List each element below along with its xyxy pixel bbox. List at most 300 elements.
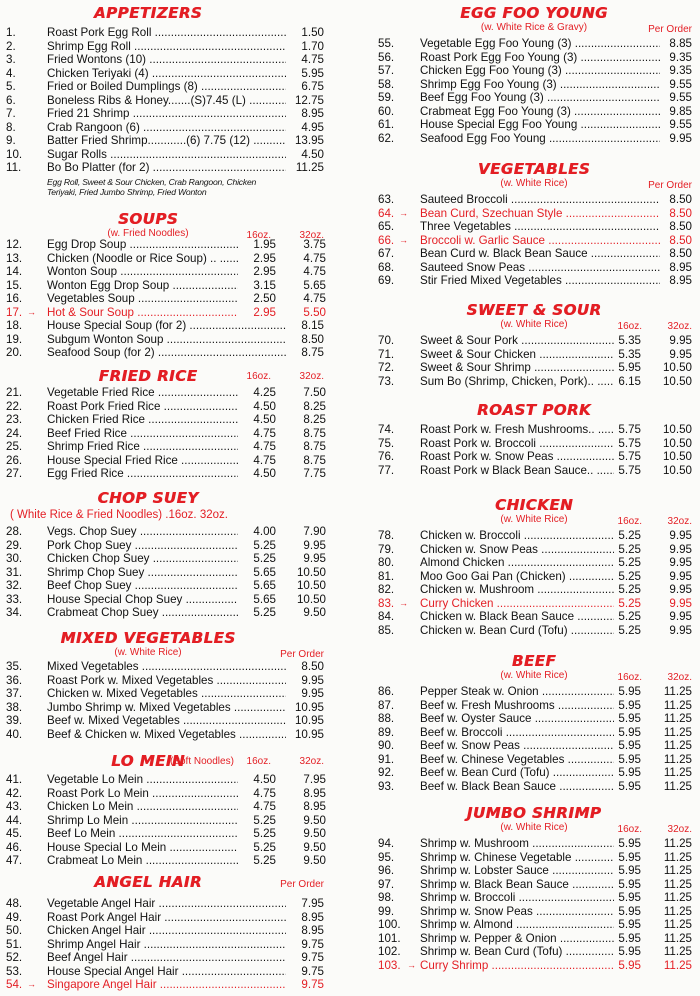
menu-item [0, 67, 332, 81]
menu-item [374, 247, 700, 261]
price-16oz: 5.95 [618, 725, 641, 739]
item-name: Roast Pork w. Fresh Mushrooms.. ..... [420, 423, 614, 437]
price-16oz: 5.25 [618, 529, 641, 542]
price-32oz: 11.25 [663, 891, 692, 904]
item-name: Shrimp Angel Hair ..... [47, 938, 286, 952]
appetizer-platter-note: Egg Roll, Sweet & Sour Chicken, Crab Rangoon, Chicken Teriyaki, Fried Jumbo Shrimp, Fried Wonton [47, 176, 257, 197]
price-16oz: 5.75 [618, 436, 641, 450]
section-subtitle: (w. White Rice) [500, 670, 568, 681]
item-name: Beef Fried Rice ..... [47, 427, 238, 441]
item-price: 12.75 [294, 93, 324, 107]
menu-item [0, 579, 332, 593]
item-name: Jumbo Shrimp w. Mixed Vegetables ..... [47, 701, 286, 715]
item-number: 26. [6, 453, 23, 467]
section-title: APPETIZERS [93, 4, 203, 22]
size-header-16oz: 16oz. [246, 756, 271, 767]
menu-item [374, 753, 700, 767]
item-price: 8.50 [669, 206, 692, 220]
menu-item [374, 450, 700, 464]
section-title: ANGEL HAIR [94, 873, 202, 891]
price-16oz: 5.95 [618, 864, 641, 877]
menu-item [374, 437, 700, 451]
menu-item [374, 597, 700, 611]
item-number: 49. [6, 910, 23, 924]
menu-item [0, 238, 332, 252]
item-name: Egg Fried Rice ..... [47, 467, 238, 481]
item-number: 18. [6, 319, 23, 332]
menu-item [0, 566, 332, 580]
menu-item [0, 279, 332, 293]
item-number: 68. [378, 260, 395, 274]
item-price: 9.95 [301, 687, 324, 700]
item-name: Wonton Egg Drop Soup ..... [47, 279, 238, 293]
item-price: 4.95 [301, 120, 324, 134]
menu-item [374, 361, 700, 375]
price-32oz: 11.25 [663, 931, 692, 945]
menu-item [374, 556, 700, 570]
arrow-icon: → [27, 979, 36, 989]
item-name: Vegs. Chop Suey ..... [47, 525, 238, 539]
price-32oz: 9.50 [303, 840, 326, 854]
item-price: 9.35 [669, 50, 692, 64]
item-price: 11.25 [295, 161, 324, 174]
item-name: Shrimp Egg Roll ..... [47, 40, 286, 54]
item-name: House Special Angel Hair ..... [47, 965, 286, 979]
price-16oz: 5.75 [618, 423, 641, 436]
section-subtitle: (Soft Noodles) [170, 756, 234, 767]
menu-item [374, 739, 700, 753]
item-name: Sum Bo (Shrimp, Chicken, Pork).. ..... [420, 375, 614, 389]
item-name: Beef & Chicken w. Mixed Vegetables ..... [47, 728, 286, 742]
item-number: 95. [378, 850, 395, 864]
item-name: Seafood Egg Foo Young ..... [420, 132, 660, 146]
price-16oz: 2.95 [253, 305, 276, 319]
item-price: 9.75 [301, 964, 324, 978]
item-name: Shrimp w. Mushroom ..... [420, 837, 614, 851]
per-order-header: Per Order [648, 180, 692, 191]
menu-item [0, 687, 332, 701]
section-subtitle: (w. White Rice) [500, 178, 568, 189]
price-16oz: 5.25 [618, 596, 641, 610]
price-16oz: 1.95 [253, 238, 276, 251]
item-number: 22. [6, 399, 23, 413]
menu-item [374, 78, 700, 92]
item-name: Beef Angel Hair ..... [47, 951, 286, 965]
item-price: 9.55 [669, 91, 692, 104]
item-price: 8.95 [301, 107, 324, 120]
item-number: 101. [378, 931, 401, 945]
section-title: JUMBO SHRIMP [466, 804, 602, 822]
item-number: 38. [6, 700, 23, 714]
price-16oz: 5.95 [618, 698, 641, 712]
price-32oz: 5.50 [303, 305, 326, 319]
item-number: 86. [378, 685, 395, 698]
price-32oz: 5.65 [303, 278, 326, 292]
item-name: Roast Pork w. Broccoli ..... [420, 437, 614, 451]
item-name: Roast Pork Angel Hair ..... [47, 911, 286, 925]
item-number: 73. [378, 374, 395, 388]
menu-item [374, 766, 700, 780]
menu-item [0, 525, 332, 539]
item-number: 7. [6, 107, 16, 120]
item-name: Fried or Boiled Dumplings (8) ..... [47, 80, 286, 94]
section-subtitle: (w. Fried Noodles) [107, 228, 189, 239]
price-16oz: 5.95 [618, 712, 641, 725]
item-number: 98. [378, 891, 395, 904]
item-name: Bean Curd w. Black Bean Sauce ..... [420, 247, 660, 261]
item-price: 10.95 [294, 714, 324, 727]
size-header-32oz: 32oz. [667, 321, 692, 332]
menu-item [374, 105, 700, 119]
menu-item [0, 701, 332, 715]
item-name: Vegetable Lo Mein ..... [47, 773, 238, 787]
menu-item [0, 938, 332, 952]
item-number: 82. [378, 583, 395, 596]
item-number: 61. [378, 118, 395, 131]
price-16oz: 5.95 [618, 918, 641, 931]
price-32oz: 11.25 [663, 752, 692, 766]
item-name: Beef w. Bean Curd (Tofu) ..... [420, 766, 614, 780]
item-number: 34. [6, 606, 23, 619]
menu-item [0, 252, 332, 266]
menu-item [374, 261, 700, 275]
menu-item [374, 712, 700, 726]
price-32oz: 11.25 [663, 904, 692, 918]
price-32oz: 10.50 [662, 463, 692, 477]
item-name: Three Vegetables ..... [420, 220, 660, 234]
item-number: 72. [378, 361, 395, 374]
menu-item [0, 606, 332, 620]
item-number: 35. [6, 660, 23, 673]
item-number: 27. [6, 467, 23, 480]
price-32oz: 8.75 [303, 453, 326, 467]
item-number: 32. [6, 579, 23, 592]
section-title: VEGETABLES [477, 160, 591, 178]
item-number: 100. [378, 918, 401, 931]
item-number: 87. [378, 698, 395, 712]
menu-item [374, 423, 700, 437]
item-name: Roast Pork w. Mixed Vegetables ..... [47, 674, 286, 688]
price-32oz: 9.95 [303, 538, 326, 552]
item-price: 9.75 [301, 951, 324, 964]
price-16oz: 5.95 [618, 766, 641, 779]
arrow-icon: → [399, 234, 408, 245]
item-name: Crabmeat Lo Mein ..... [47, 854, 238, 868]
price-32oz: 8.25 [303, 413, 326, 426]
price-16oz: 4.75 [253, 786, 276, 800]
item-name: Roast Pork Lo Mein ..... [47, 787, 238, 801]
per-order-header: Per Order [648, 24, 692, 35]
item-name: Beef Egg Foo Young (3) ..... [420, 91, 660, 105]
item-number: 4. [6, 66, 16, 80]
item-name: Shrimp Fried Rice ..... [47, 440, 238, 454]
price-16oz: 4.50 [253, 773, 276, 786]
price-32oz: 11.25 [663, 779, 692, 793]
size-header-32oz: 32oz. [667, 824, 692, 835]
size-header-32oz: 32oz. [299, 371, 324, 382]
item-number: 56. [378, 50, 395, 64]
item-name: Chicken Egg Foo Young (3) ..... [420, 64, 660, 78]
price-16oz: 5.95 [618, 931, 641, 945]
item-name: Shrimp Lo Mein ..... [47, 814, 238, 828]
item-price: 9.75 [301, 978, 324, 991]
price-16oz: 4.50 [253, 413, 276, 426]
price-16oz: 2.95 [253, 265, 276, 278]
price-16oz: 3.15 [253, 278, 276, 292]
menu-item [0, 427, 332, 441]
menu-item [374, 543, 700, 557]
price-32oz: 7.90 [303, 525, 326, 538]
price-16oz: 5.25 [618, 583, 641, 596]
price-16oz: 5.95 [618, 891, 641, 904]
price-32oz: 11.25 [663, 864, 692, 877]
menu-item [374, 583, 700, 597]
item-price: 7.95 [301, 897, 324, 910]
menu-item [374, 234, 700, 248]
menu-item [0, 26, 332, 40]
menu-item [0, 841, 332, 855]
item-name: Moo Goo Gai Pan (Chicken) ..... [420, 570, 614, 584]
item-price: 8.50 [669, 220, 692, 233]
item-number: 74. [378, 423, 395, 436]
menu-item [0, 593, 332, 607]
price-32oz: 9.95 [669, 583, 692, 596]
price-16oz: 5.25 [253, 854, 276, 867]
item-number: 45. [6, 827, 23, 840]
section-title: LO MEIN [111, 752, 185, 770]
item-number: 33. [6, 592, 23, 606]
item-number: 37. [6, 687, 23, 700]
item-number: 55. [378, 37, 395, 50]
price-16oz: 5.95 [618, 752, 641, 766]
item-price: 8.95 [669, 274, 692, 287]
item-name: Chicken w. Mixed Vegetables ..... [47, 687, 286, 701]
item-price: 4.75 [301, 53, 324, 66]
menu-item [0, 467, 332, 481]
item-name: Beef w. Black Bean Sauce ..... [420, 780, 614, 794]
menu-item [0, 800, 332, 814]
item-number: 12. [6, 238, 23, 251]
item-number: 8. [6, 120, 16, 134]
item-number: 13. [6, 251, 23, 265]
price-32oz: 9.95 [669, 347, 692, 361]
menu-item [374, 918, 700, 932]
item-number: 71. [378, 347, 395, 361]
section-subtitle: ( White Rice & Fried Noodles) .16oz. 32oz. [10, 509, 228, 521]
item-price: 8.50 [669, 233, 692, 247]
item-number: 3. [6, 53, 16, 66]
price-32oz: 9.95 [669, 334, 692, 347]
menu-item [374, 685, 700, 699]
price-32oz: 4.75 [303, 265, 326, 278]
item-number: 96. [378, 864, 395, 877]
item-price: 9.95 [301, 673, 324, 687]
menu-item [0, 854, 332, 868]
item-name: Bean Curd, Szechuan Style ..... [420, 207, 660, 221]
item-number: 54. [6, 978, 23, 991]
menu-item [0, 787, 332, 801]
item-name: House Special Soup (for 2) ..... [47, 319, 286, 333]
size-header-16oz: 16oz. [617, 824, 642, 835]
item-name: Sauteed Snow Peas ..... [420, 261, 660, 275]
price-32oz: 8.75 [303, 440, 326, 453]
section-title: MIXED VEGETABLES [60, 629, 236, 647]
price-16oz: 5.95 [618, 779, 641, 793]
item-name: Beef Chop Suey ..... [47, 579, 238, 593]
item-name: Seafood Soup (for 2) ..... [47, 346, 286, 360]
item-number: 57. [378, 64, 395, 77]
item-number: 78. [378, 529, 395, 542]
item-name: Roast Pork Egg Foo Young (3) ..... [420, 51, 660, 65]
item-number: 80. [378, 556, 395, 569]
item-price: 10.95 [294, 727, 324, 741]
price-32oz: 11.25 [663, 958, 692, 972]
item-number: 92. [378, 766, 395, 779]
section-title: SWEET & SOUR [466, 301, 602, 319]
price-32oz: 10.50 [662, 436, 692, 450]
item-number: 29. [6, 538, 23, 552]
menu-item [374, 51, 700, 65]
price-32oz: 9.95 [669, 569, 692, 583]
item-name: Boneless Ribs & Honey.......(S)7.45 (L) ..... [47, 94, 286, 108]
item-price: 9.95 [669, 131, 692, 145]
item-price: 8.95 [669, 260, 692, 274]
price-32oz: 10.50 [662, 450, 692, 463]
size-header-16oz: 16oz. [617, 321, 642, 332]
size-header-32oz: 32oz. [667, 672, 692, 683]
price-16oz: 5.95 [618, 361, 641, 374]
menu-item [0, 413, 332, 427]
item-name: Chicken w. Bean Curd (Tofu) ..... [420, 624, 614, 638]
menu-item [0, 53, 332, 67]
item-number: 88. [378, 712, 395, 725]
item-number: 59. [378, 91, 395, 104]
menu-item [374, 864, 700, 878]
item-price: 8.50 [301, 660, 324, 673]
price-32oz: 10.50 [662, 361, 692, 374]
menu-item [374, 726, 700, 740]
item-name: Chicken w. Snow Peas ..... [420, 543, 614, 557]
item-number: 39. [6, 714, 23, 727]
item-number: 103. [378, 958, 401, 972]
menu-item [374, 624, 700, 638]
item-number: 76. [378, 450, 395, 463]
menu-item [374, 118, 700, 132]
price-32oz: 9.50 [303, 827, 326, 840]
item-name: Chicken w. Black Bean Sauce ..... [420, 610, 614, 624]
item-number: 17. [6, 305, 23, 319]
item-price: 6.75 [301, 80, 324, 93]
item-number: 93. [378, 779, 395, 793]
price-16oz: 4.25 [253, 386, 276, 399]
item-price: 9.55 [669, 118, 692, 131]
item-name: Shrimp w. Lobster Sauce ..... [420, 864, 614, 878]
size-header-32oz: 32oz. [299, 230, 324, 241]
price-16oz: 5.95 [618, 877, 641, 891]
menu-item [0, 440, 332, 454]
item-name: Beef w. Broccoli ..... [420, 726, 614, 740]
item-number: 47. [6, 854, 23, 867]
arrow-icon: → [399, 597, 408, 608]
menu-item [374, 529, 700, 543]
menu-item [374, 334, 700, 348]
item-name: Shrimp w. Almond ..... [420, 918, 614, 932]
item-name: Chicken (Noodle or Rice Soup) .. ..... [47, 252, 238, 266]
item-name: Beef w. Fresh Mushrooms ..... [420, 699, 614, 713]
item-name: Vegetables Soup ..... [47, 292, 238, 306]
item-name: Pork Chop Suey ..... [47, 539, 238, 553]
item-number: 60. [378, 104, 395, 118]
price-32oz: 10.50 [296, 579, 326, 592]
price-32oz: 9.95 [303, 552, 326, 565]
price-32oz: 4.75 [303, 251, 326, 265]
price-16oz: 4.50 [253, 467, 276, 480]
price-16oz: 4.75 [253, 426, 276, 440]
price-32oz: 9.95 [669, 596, 692, 610]
item-name: Sugar Rolls ..... [47, 148, 286, 162]
item-name: House Special Fried Rice ..... [47, 454, 238, 468]
item-price: 4.50 [301, 147, 324, 161]
item-number: 75. [378, 436, 395, 450]
item-number: 67. [378, 247, 395, 260]
item-number: 77. [378, 463, 395, 477]
price-16oz: 5.95 [618, 904, 641, 918]
item-name: Fried 21 Shrimp ..... [47, 107, 286, 121]
price-32oz: 8.75 [303, 426, 326, 440]
item-name: House Special Egg Foo Young ..... [420, 118, 660, 132]
item-number: 42. [6, 786, 23, 800]
price-16oz: 5.25 [253, 813, 276, 827]
item-number: 19. [6, 332, 23, 346]
price-16oz: 2.50 [253, 292, 276, 305]
price-16oz: 5.35 [618, 347, 641, 361]
item-price: 8.75 [301, 346, 324, 359]
menu-item [0, 714, 332, 728]
item-name: Crabmeat Chop Suey ..... [47, 606, 238, 620]
item-name: Roast Pork Fried Rice ..... [47, 400, 238, 414]
item-number: 21. [6, 386, 23, 399]
menu-item [374, 348, 700, 362]
item-number: 36. [6, 673, 23, 687]
price-32oz: 11.25 [663, 850, 692, 864]
item-name: Vegetable Fried Rice ..... [47, 386, 238, 400]
item-name: Shrimp w. Snow Peas ..... [420, 905, 614, 919]
item-name: Roast Pork w. Snow Peas ..... [420, 450, 614, 464]
price-16oz: 5.35 [618, 334, 641, 347]
price-32oz: 11.25 [663, 685, 692, 698]
arrow-icon: → [399, 207, 408, 218]
price-16oz: 5.25 [618, 556, 641, 569]
item-name: Sauteed Broccoli ..... [420, 193, 660, 207]
price-16oz: 5.25 [253, 606, 276, 619]
price-16oz: 2.95 [253, 251, 276, 265]
price-32oz: 9.50 [303, 606, 326, 619]
item-name: Broccoli w. Garlic Sauce ..... [420, 234, 660, 248]
item-name: Beef w. Chinese Vegetables ..... [420, 753, 614, 767]
menu-item [374, 132, 700, 146]
item-number: 5. [6, 80, 16, 93]
price-32oz: 9.95 [669, 610, 692, 623]
item-name: Subgum Wonton Soup ..... [47, 333, 286, 347]
item-name: House Special Chop Suey ..... [47, 593, 238, 607]
item-name: Chicken Teriyaki (4) ..... [47, 67, 286, 81]
item-number: 28. [6, 525, 23, 538]
item-name: Almond Chicken ..... [420, 556, 614, 570]
item-name: Curry Chicken ..... [420, 597, 614, 611]
menu-item [0, 897, 332, 911]
menu-item [0, 552, 332, 566]
item-number: 90. [378, 739, 395, 752]
